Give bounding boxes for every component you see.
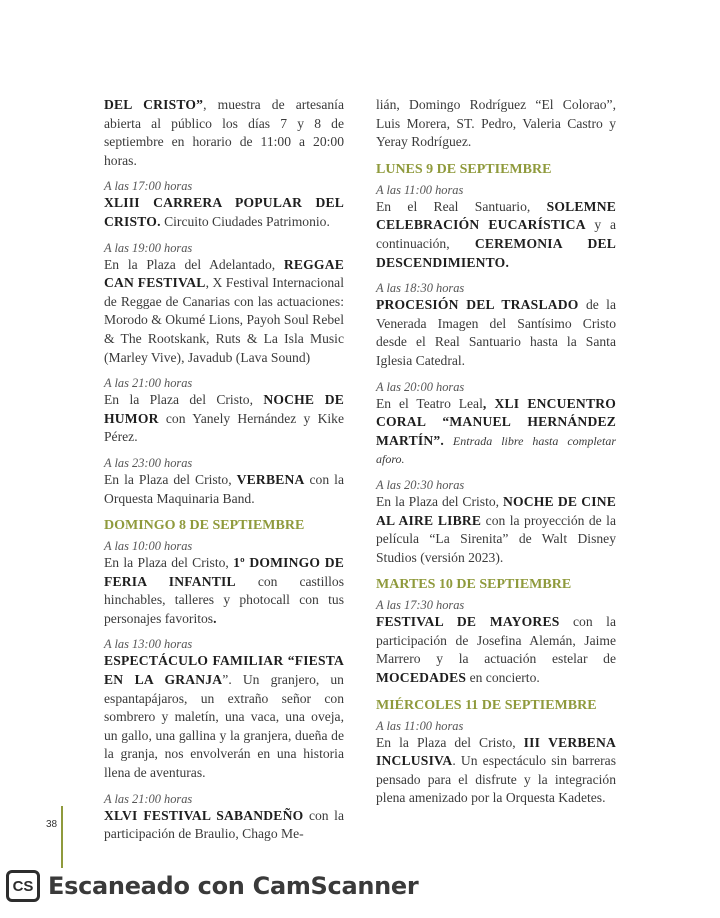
event-time: A las 17:00 horas (104, 179, 193, 194)
bold-text: . (213, 610, 217, 626)
text: Circuito Ciudades Patrimonio. (160, 213, 330, 229)
event-title: 1º DOMINGO DE FERIA INFANTIL (104, 555, 344, 589)
event-title: REGGAE CAN FESTIVAL (104, 256, 344, 291)
event-title: PROCESIÓN DEL TRASLADO (376, 297, 579, 313)
event-title: NOCHE DE CINE AL AIRE LIBRE (376, 493, 616, 528)
paragraph (104, 256, 344, 368)
paragraph (104, 652, 344, 782)
event-time: A las 21:00 horas (104, 791, 193, 806)
paragraph (104, 554, 344, 628)
camscanner-watermark (6, 868, 418, 904)
paragraph (376, 493, 616, 567)
event-time: A las 11:00 horas (376, 718, 464, 733)
day-heading: MIÉRCOLES 11 DE SEPTIEMBRE (376, 697, 597, 713)
event-title: NOCHE DE HUMOR (104, 392, 344, 426)
bold-text: MOCEDADES (376, 670, 467, 686)
left-column (104, 96, 344, 852)
text: con la Orquesta Maquinaria Band. (104, 471, 344, 506)
text: En la Plaza del Cristo, (104, 471, 237, 487)
event-time: A las 20:30 horas (376, 477, 465, 492)
event-time: A las 11:00 horas (376, 182, 464, 197)
paragraph (104, 194, 344, 231)
event-title: CEREMONIA DEL DESCENDIMIENTO. (376, 235, 616, 270)
event-time: A las 21:00 horas (104, 376, 193, 391)
text: de la Venerada Imagen del Santísimo Cristo desde el Real Santuario hasta la Santa Iglesia Catedral. (376, 297, 616, 368)
text: con castillos hinchables, talleres y photocall con tus personajes favoritos (104, 573, 344, 626)
event-time: A las 10:00 horas (104, 539, 193, 554)
event-time: A las 18:30 horas (376, 281, 465, 296)
text: con la proyección de la película “La Sirenita” de Walt Disney Studios (versión 2023). (376, 512, 616, 565)
event-title: XLVI FESTIVAL SABANDEÑO (104, 807, 304, 823)
day-heading: MARTES 10 DE SEPTIEMBRE (376, 577, 572, 593)
watermark-text: Escaneado con CamScanner (48, 872, 419, 900)
event-title: III VERBENA INCLUSIVA (376, 734, 616, 769)
text: En la Plaza del Cristo, (104, 392, 264, 408)
paragraph (104, 471, 344, 508)
event-title: VERBENA (236, 471, 305, 487)
paragraph (376, 198, 616, 272)
text: en concierto. (466, 670, 540, 686)
event-time: A las 20:00 horas (376, 379, 465, 394)
event-time: A las 13:00 horas (104, 637, 193, 652)
text: En la Plaza del Cristo, (376, 493, 503, 509)
paragraph (104, 96, 344, 170)
text: con Yanely Hernández y Kike Pérez. (104, 410, 344, 445)
event-time: A las 23:00 horas (104, 455, 193, 470)
page-number: 38 (46, 819, 58, 830)
text: lián, Domingo Rodríguez “El Colorao”, Luis Morera, ST. Pedro, Valeria Castro y Yeray Rodríguez. (376, 97, 616, 150)
text: ”. Un granjero, un espantapájaros, un extraño señor con sombrero y maletín, una vaca, una oveja, un gallo, una gallina y la granjera, dueña de la granja, nos envolverán en una historia llena de aventuras. (104, 672, 344, 781)
text: En la Plaza del Cristo, (376, 734, 524, 750)
paragraph (376, 613, 616, 687)
event-title: XLIII CARRERA POPULAR DEL CRISTO. (104, 195, 344, 229)
day-heading: DOMINGO 8 DE SEPTIEMBRE (104, 518, 305, 534)
text: y a continuación, (376, 217, 616, 251)
paragraph (376, 296, 616, 370)
camscanner-icon: CS (6, 870, 40, 902)
event-title: , XLI ENCUENTRO CORAL “MANUEL HERNÁNDEZ MARTÍN”. (376, 395, 616, 448)
text: , X Festival Internacional de Reggae de Canarias con las actuaciones: Morodo & Okumé Lions, Payoh Soul Rebel & The Rootskank, Ruts & La Isla Music (Marley Vive), Javadub (Lava Sound) (104, 275, 344, 365)
right-column (376, 96, 616, 816)
day-heading: LUNES 9 DE SEPTIEMBRE (376, 161, 552, 177)
text: En el Real Santuario, (376, 198, 547, 214)
text: En la Plaza del Adelantado, (104, 256, 284, 272)
page-rule (61, 806, 63, 868)
note: Entrada libre hasta completar aforo. (376, 433, 616, 467)
event-title: ESPECTÁCULO FAMILIAR “FIESTA EN LA GRANJA (104, 653, 344, 688)
text: con la participación de Josefina Alemán, Jaime Marrero y la actuación estelar de (376, 614, 616, 667)
text: . Un espectáculo sin barreras pensado para el disfrute y la integración plena amenizado por la Orquesta Kadetes. (376, 753, 616, 806)
bold-text: DEL CRISTO” (104, 97, 204, 112)
text: , muestra de artesanía abierta al público los días 7 y 8 de septiembre en horario de 11:00 a 20:00 horas. (104, 97, 344, 168)
text: En el Teatro Leal (376, 395, 483, 411)
paragraph (376, 96, 616, 152)
paragraph (376, 395, 616, 469)
event-title: SOLEMNE CELEBRACIÓN EUCARÍSTICA (376, 198, 616, 233)
event-time: A las 17:30 horas (376, 598, 465, 613)
event-time: A las 19:00 horas (104, 240, 193, 255)
event-title: FESTIVAL DE MAYORES (376, 614, 560, 630)
paragraph (104, 391, 344, 447)
text: En la Plaza del Cristo, (104, 555, 234, 571)
paragraph (376, 734, 616, 808)
text: con la participación de Braulio, Chago Me- (104, 807, 344, 842)
paragraph (104, 807, 344, 844)
